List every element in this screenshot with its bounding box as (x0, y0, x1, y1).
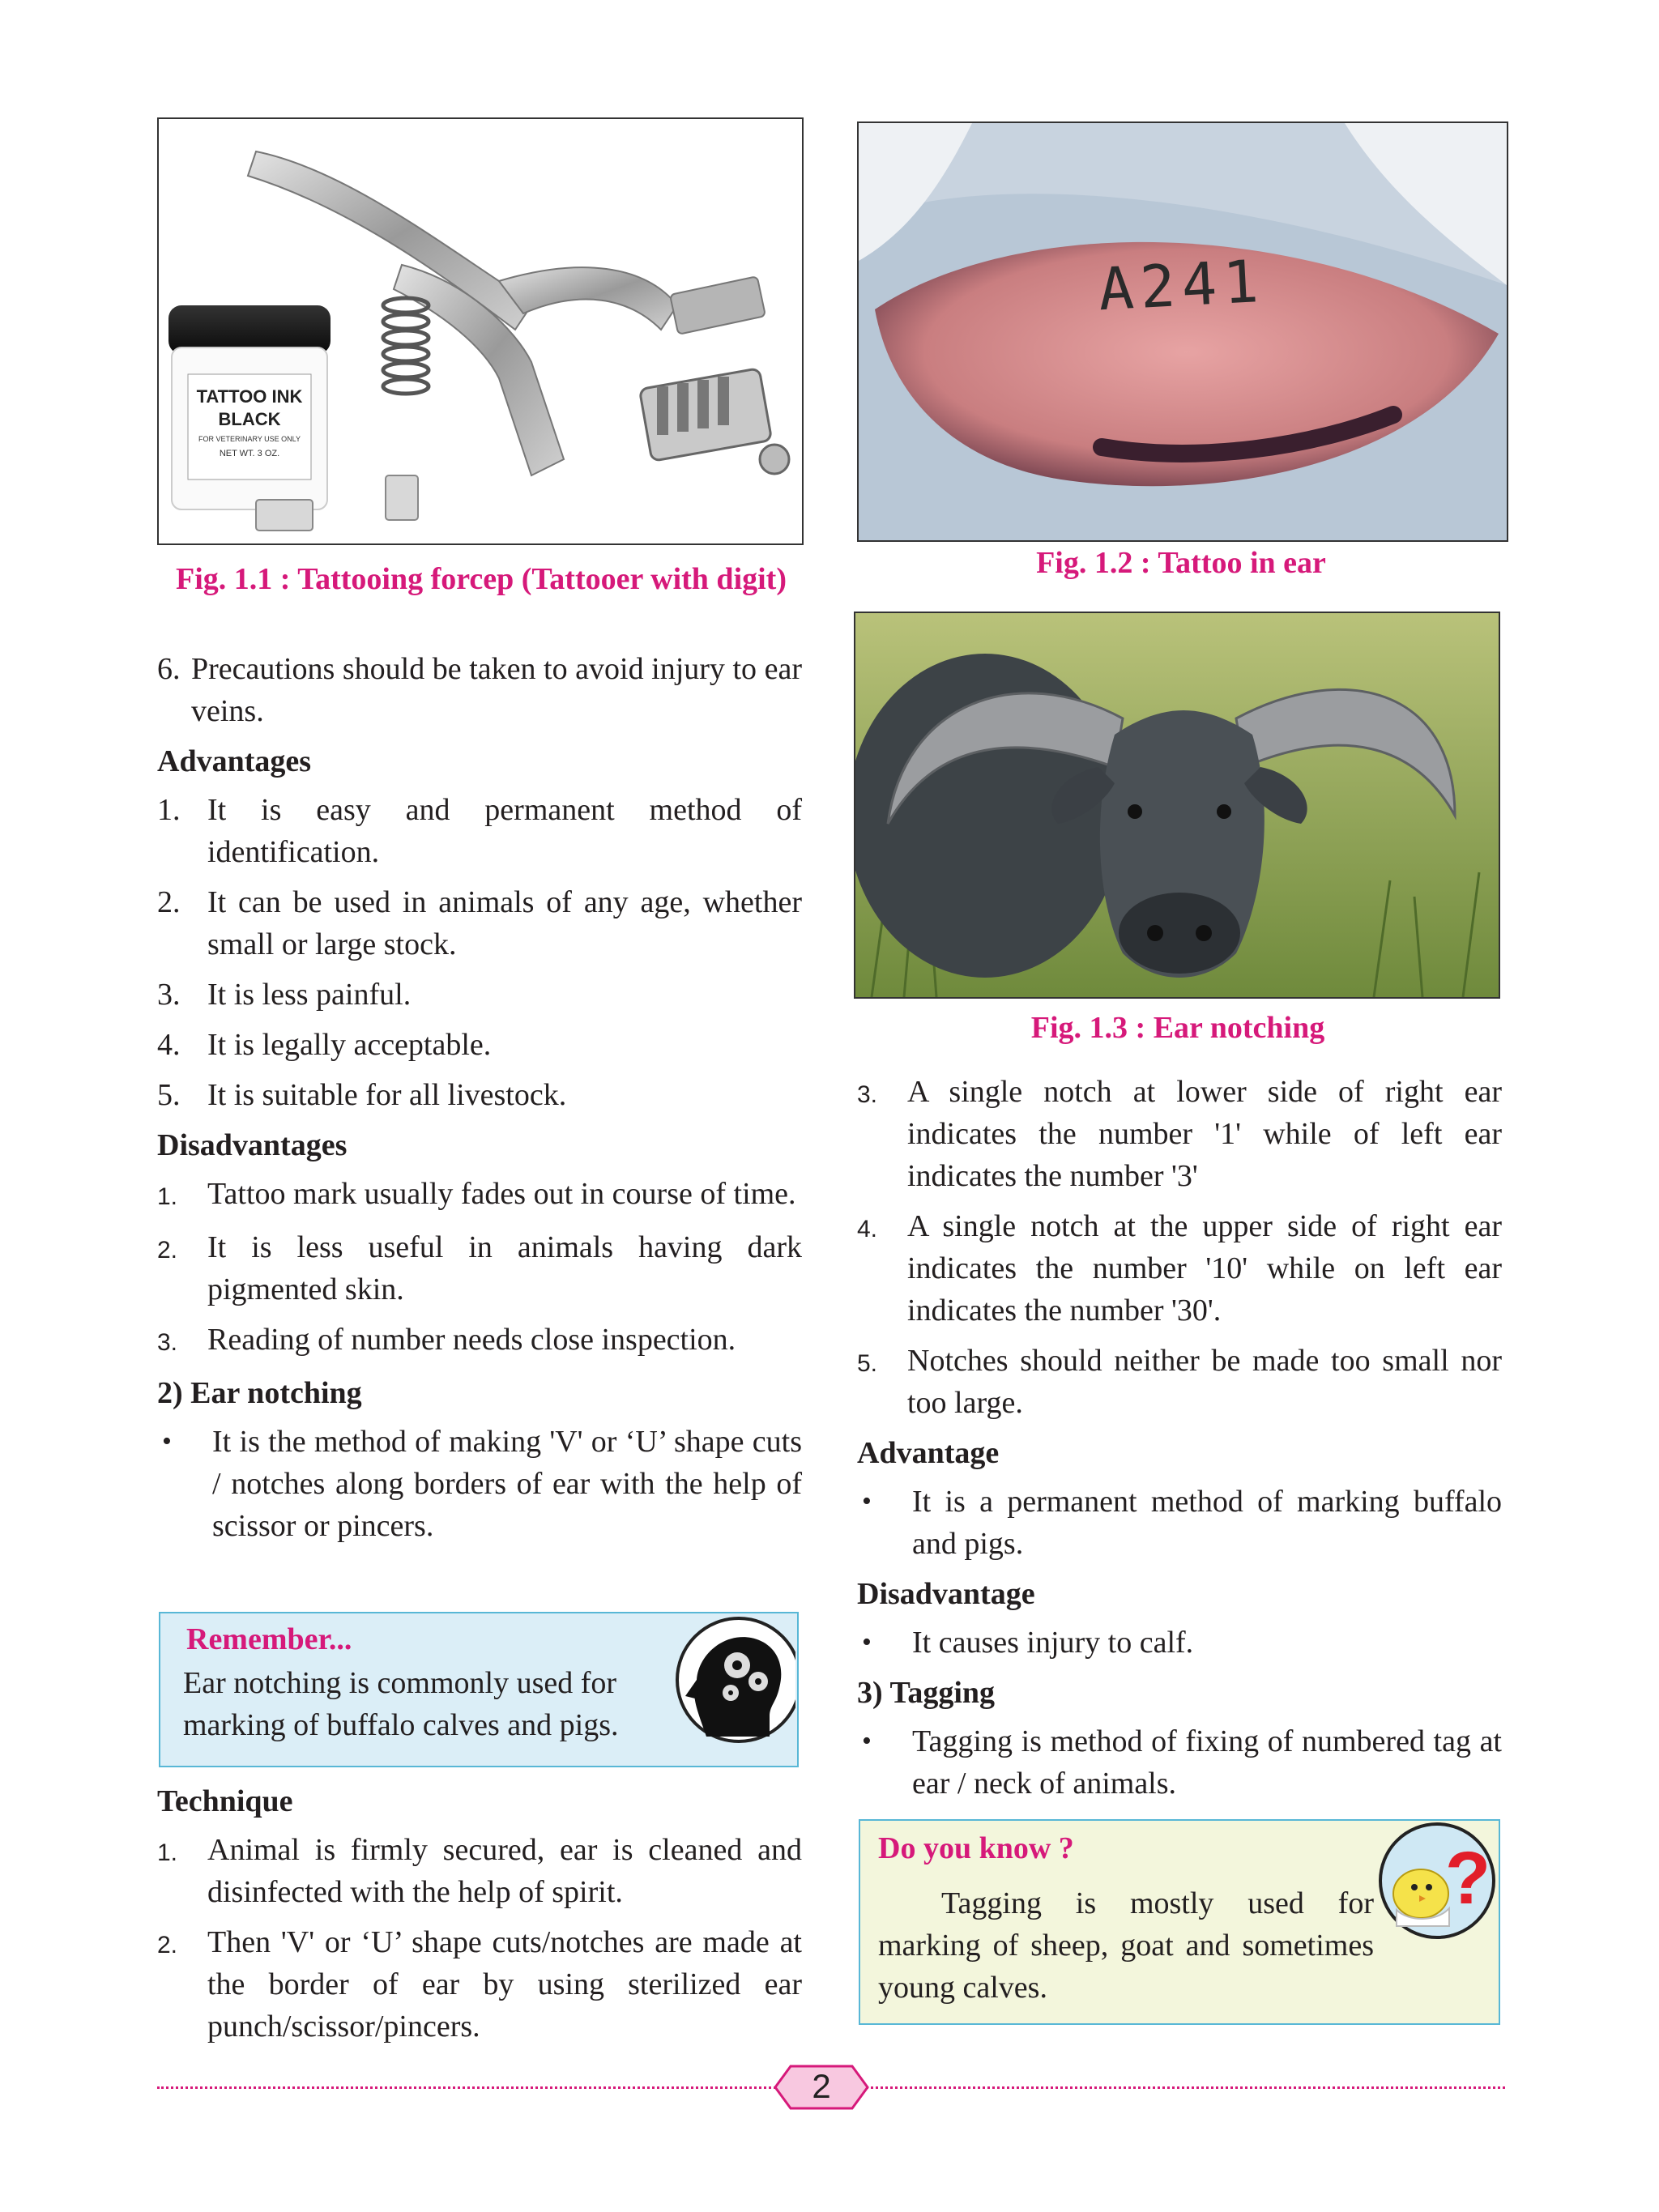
ear-notching-heading: 2) Ear notching (157, 1376, 362, 1410)
disadvantages-heading: Disadvantages (157, 1128, 348, 1162)
remember-box (159, 1612, 799, 1767)
jar-label-line1: TATTOO INK (196, 386, 303, 407)
item-number: 5. (157, 1078, 181, 1112)
do-you-know-box (859, 1819, 1500, 2025)
advantage-heading: Advantage (857, 1436, 1000, 1470)
remember-title: Remember... (186, 1622, 352, 1656)
item-number: 2. (157, 1237, 178, 1264)
figure-tattoo-in-ear (857, 121, 1508, 542)
bullet-icon: • (862, 1486, 872, 1516)
ear-notching-item (157, 1421, 802, 1547)
remember-text: Ear notching is commonly used for marking of buffalo calves and pigs. (183, 1666, 619, 1742)
disadvantage-item (157, 1173, 802, 1218)
item-text: A single notch at the upper side of right ear indicates the number '10' while on left ear indicates the number '30'. (907, 1209, 1502, 1328)
page-number: 2 (812, 2067, 831, 2105)
advantage-item (857, 1481, 1502, 1565)
brain-gears-icon (674, 1615, 795, 1753)
notch-step-item (857, 1340, 1502, 1424)
svg-text:?: ? (1444, 1837, 1491, 1920)
item-text: Tattoo mark usually fades out in course of time. (207, 1177, 796, 1211)
advantage-item (157, 881, 802, 965)
item-number: 3. (157, 1329, 178, 1356)
item-number: 1. (157, 1839, 178, 1866)
item-text: Notches should neither be made too small nor too large. (907, 1344, 1502, 1420)
technique-heading: Technique (157, 1784, 293, 1818)
jar-label-line2: BLACK (218, 409, 281, 429)
item-number: 1. (157, 793, 181, 827)
item-number: 3. (157, 978, 181, 1012)
disadvantage-item (157, 1319, 802, 1364)
item-number: 3. (857, 1081, 878, 1108)
figure-tattooing-forcep (157, 117, 804, 545)
do-you-know-title: Do you know ? (878, 1831, 1074, 1865)
technique-item (157, 1921, 802, 2048)
tattoo-ear-illustration (859, 123, 1507, 540)
item-number: 6. (157, 652, 181, 686)
advantage-item (157, 789, 802, 873)
do-you-know-text: Tagging is mostly used for marking of sheep, goat and sometimes young calves. (878, 1886, 1374, 2005)
item-number: 5. (857, 1350, 878, 1377)
item-number: 1. (157, 1183, 178, 1210)
item-text: It causes injury to calf. (912, 1626, 1194, 1660)
item-text: Tagging is method of fixing of numbered tag at ear / neck of animals. (912, 1724, 1502, 1801)
figure-1-3-caption: Fig. 1.3 : Ear notching (1030, 1011, 1325, 1045)
bullet-icon: • (162, 1426, 172, 1456)
technique-section (157, 1777, 802, 2056)
disadvantage-item (857, 1622, 1502, 1664)
item-text: Precautions should be taken to avoid injury to ear veins. (191, 652, 802, 728)
page-number-badge (773, 2064, 870, 2111)
disadvantage-heading: Disadvantage (857, 1577, 1035, 1611)
tattoo-forcep-illustration (159, 119, 802, 543)
chick-question-icon (1372, 1821, 1500, 1942)
left-column (157, 648, 802, 1555)
tagging-heading: 3) Tagging (857, 1676, 996, 1710)
item-number: 2. (157, 885, 181, 919)
item-text: It is a permanent method of marking buffalo and pigs. (912, 1485, 1502, 1561)
item-text: It is suitable for all livestock. (207, 1078, 567, 1112)
technique-item (157, 1829, 802, 1913)
figure-1-2-caption: Fig. 1.2 : Tattoo in ear (1036, 546, 1326, 580)
item-text: It is easy and permanent method of identification. (207, 793, 802, 869)
buffalo-illustration (855, 613, 1499, 997)
precaution-item-6 (157, 648, 802, 732)
notch-step-item (857, 1071, 1502, 1197)
item-text: It is legally acceptable. (207, 1028, 492, 1062)
jar-label-line4: NET WT. 3 OZ. (219, 449, 280, 458)
advantages-heading: Advantages (157, 744, 312, 778)
item-number: 4. (157, 1028, 181, 1062)
item-text: It can be used in animals of any age, whether small or large stock. (207, 885, 802, 961)
item-number: 2. (157, 1932, 178, 1958)
tagging-item (857, 1720, 1502, 1805)
advantage-item (157, 1024, 802, 1066)
advantage-item (157, 974, 802, 1016)
figure-1-1-caption: Fig. 1.1 : Tattooing forcep (Tattooer with digit) (175, 562, 787, 596)
right-column (857, 1071, 1502, 1813)
jar-label-line3: FOR VETERINARY USE ONLY (198, 435, 301, 443)
advantage-item (157, 1074, 802, 1116)
disadvantage-item (157, 1226, 802, 1311)
bullet-icon: • (862, 1627, 872, 1657)
item-text: Then 'V' or ‘U’ shape cuts/notches are made at the border of ear by using sterilized ear punch/scissor/pincers. (207, 1925, 802, 2044)
item-text: A single notch at lower side of right ear indicates the number '1' while of left ear indicates the number '3' (907, 1075, 1502, 1193)
tattoo-digits: A241 (1096, 246, 1267, 324)
item-text: Animal is firmly secured, ear is cleaned and disinfected with the help of spirit. (207, 1833, 802, 1909)
figure-ear-notching (854, 612, 1500, 999)
item-number: 4. (857, 1216, 878, 1242)
item-text: It is less painful. (207, 978, 412, 1012)
notch-step-item (857, 1205, 1502, 1332)
bullet-icon: • (862, 1726, 872, 1756)
item-text: It is less useful in animals having dark pigmented skin. (207, 1230, 802, 1306)
item-text: Reading of number needs close inspection. (207, 1323, 736, 1357)
item-text: It is the method of making 'V' or ‘U’ shape cuts / notches along borders of ear with the help of scissor or pincers. (212, 1425, 802, 1543)
